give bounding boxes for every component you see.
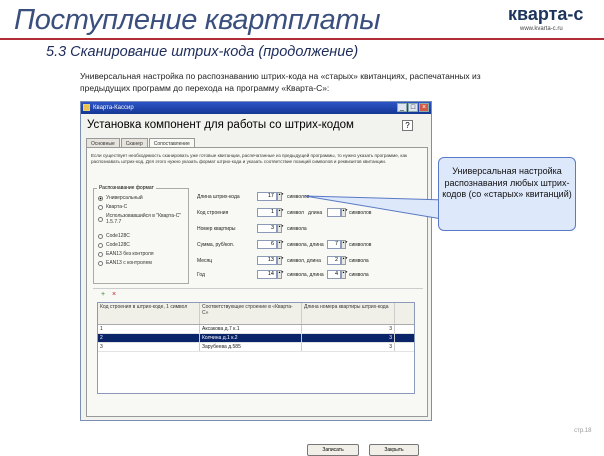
description-text: Если существует необходимость сканировать уже готовые квитанции, распечатанные из предыдущей программы, то нужно указать программе, как распознавать штрих-код. Для этого нужно указать формат штрих-кода и указать соответствие позиций символов и реквизитов квитанции. [91, 153, 408, 164]
close-button[interactable]: × [419, 103, 429, 112]
month-pos-input[interactable]: 13 [257, 256, 277, 265]
column-header[interactable]: Соответствующее строение в «Кварта-С» [200, 303, 302, 324]
table-cell: Аксакова д.7 к.1 [200, 325, 302, 333]
table-cell: 3 [302, 343, 395, 351]
table-cell: 2 [98, 334, 200, 342]
month-len-input[interactable]: 2 [327, 256, 341, 265]
minimize-button[interactable]: _ [397, 103, 407, 112]
year-pos-input[interactable]: 14 [257, 270, 277, 279]
spin-icon[interactable]: ▲▼ [277, 208, 282, 217]
year-len-input[interactable]: 4 [327, 270, 341, 279]
table-cell: 3 [302, 325, 395, 333]
callout-box: Универсальная настройка распознавания любых штрих-кодов (со «старых» квитанций) [438, 157, 576, 231]
save-button[interactable]: Записать [307, 444, 359, 456]
format-option[interactable]: EAN13 с контролем [98, 260, 152, 266]
format-option[interactable]: Code128C [98, 242, 130, 248]
barcode-length-input[interactable]: 17 [257, 192, 277, 201]
year-pos-label: символа, длина [287, 272, 324, 278]
apartment-input[interactable]: 3 [257, 224, 277, 233]
barcode-length-label: Длина штрих-кода [197, 194, 240, 200]
add-row-icon[interactable]: + [100, 291, 106, 298]
month-len-unit: символа [349, 258, 369, 264]
spin-icon[interactable]: ▲▼ [277, 192, 282, 201]
sum-len-input[interactable]: 7 [327, 240, 341, 249]
spin-icon[interactable]: ▲▼ [277, 270, 282, 279]
format-option[interactable]: Универсальный [98, 195, 143, 201]
building-code-len-unit: символов [349, 210, 372, 216]
sum-pos-label: символа, длина [287, 242, 324, 248]
apartment-unit: символа [287, 226, 307, 232]
slide-title: Поступление квартплаты [14, 4, 381, 36]
tab-main[interactable]: Основные [86, 138, 120, 149]
building-code-len-label: длина [308, 210, 323, 216]
close-dialog-button[interactable]: Закрыть [369, 444, 419, 456]
building-code-label: Код строения [197, 210, 229, 216]
help-button[interactable]: ? [402, 120, 413, 131]
format-legend: Распознавание формат [99, 185, 154, 191]
slide-subtitle: 5.3 Сканирование штрих-кода (продолжение) [46, 44, 359, 60]
sum-pos-input[interactable]: 6 [257, 240, 277, 249]
format-option[interactable]: Code128C [98, 233, 130, 239]
tab-scanner[interactable]: Сканер [121, 138, 148, 149]
building-code-pos-input[interactable]: 1 [257, 208, 277, 217]
sum-label: Сумма, руб/коп. [197, 242, 235, 248]
format-option[interactable]: Кварта-С [98, 204, 127, 210]
column-header[interactable]: Код строения в штрих-коде, 1 символ [98, 303, 200, 324]
table-cell: Зарубеева д.585 [200, 343, 302, 351]
page-number: стр.18 [574, 428, 592, 434]
year-label: Год [197, 272, 205, 278]
logo-subtitle: www.kvarta-c.ru [520, 26, 563, 32]
month-label: Месяц [197, 258, 213, 264]
building-code-pos-unit: символ [287, 210, 304, 216]
table-cell: Колчина д.1 к.2 [200, 334, 302, 342]
apartment-label: Номер квартиры [197, 226, 236, 232]
year-len-unit: символа [349, 272, 369, 278]
spin-icon[interactable]: ▲▼ [341, 208, 346, 217]
spin-icon[interactable]: ▲▼ [277, 224, 282, 233]
month-pos-label: символ, длина [287, 258, 321, 264]
spin-icon[interactable]: ▲▼ [341, 270, 346, 279]
callout-arrow [305, 196, 448, 220]
barcode-length-unit: символов [287, 194, 310, 200]
table-cell: 1 [98, 325, 200, 333]
window-title: Кварта-Кассир [93, 105, 134, 111]
spin-icon[interactable]: ▲▼ [341, 256, 346, 265]
tab-mapping[interactable]: Сопоставление [149, 138, 195, 149]
spin-icon[interactable]: ▲▼ [277, 240, 282, 249]
column-header[interactable]: Длина номера квартиры штрих-кода [302, 303, 395, 324]
delete-row-icon[interactable]: × [111, 291, 117, 298]
intro-text: Универсальная настройка по распознаванию штрих-кода на «старых» квитанциях, распечатанных из предыдущих программ до перехода на программу «Кварта-С»: [80, 71, 481, 93]
dialog-title: Установка компонент для работы со штрих-кодом [87, 119, 354, 131]
spin-icon[interactable]: ▲▼ [277, 256, 282, 265]
format-option[interactable]: EAN13 без контроля [98, 251, 154, 257]
sum-len-unit: символов [349, 242, 372, 248]
table-cell: 3 [98, 343, 200, 351]
maximize-button[interactable]: □ [408, 103, 418, 112]
format-option[interactable]: Использовавшийся в "Кварта-С" 1.5.7.7 [98, 213, 186, 225]
table-cell: 3 [302, 334, 395, 342]
company-logo: кварта-с [508, 4, 584, 24]
spin-icon[interactable]: ▲▼ [341, 240, 346, 249]
